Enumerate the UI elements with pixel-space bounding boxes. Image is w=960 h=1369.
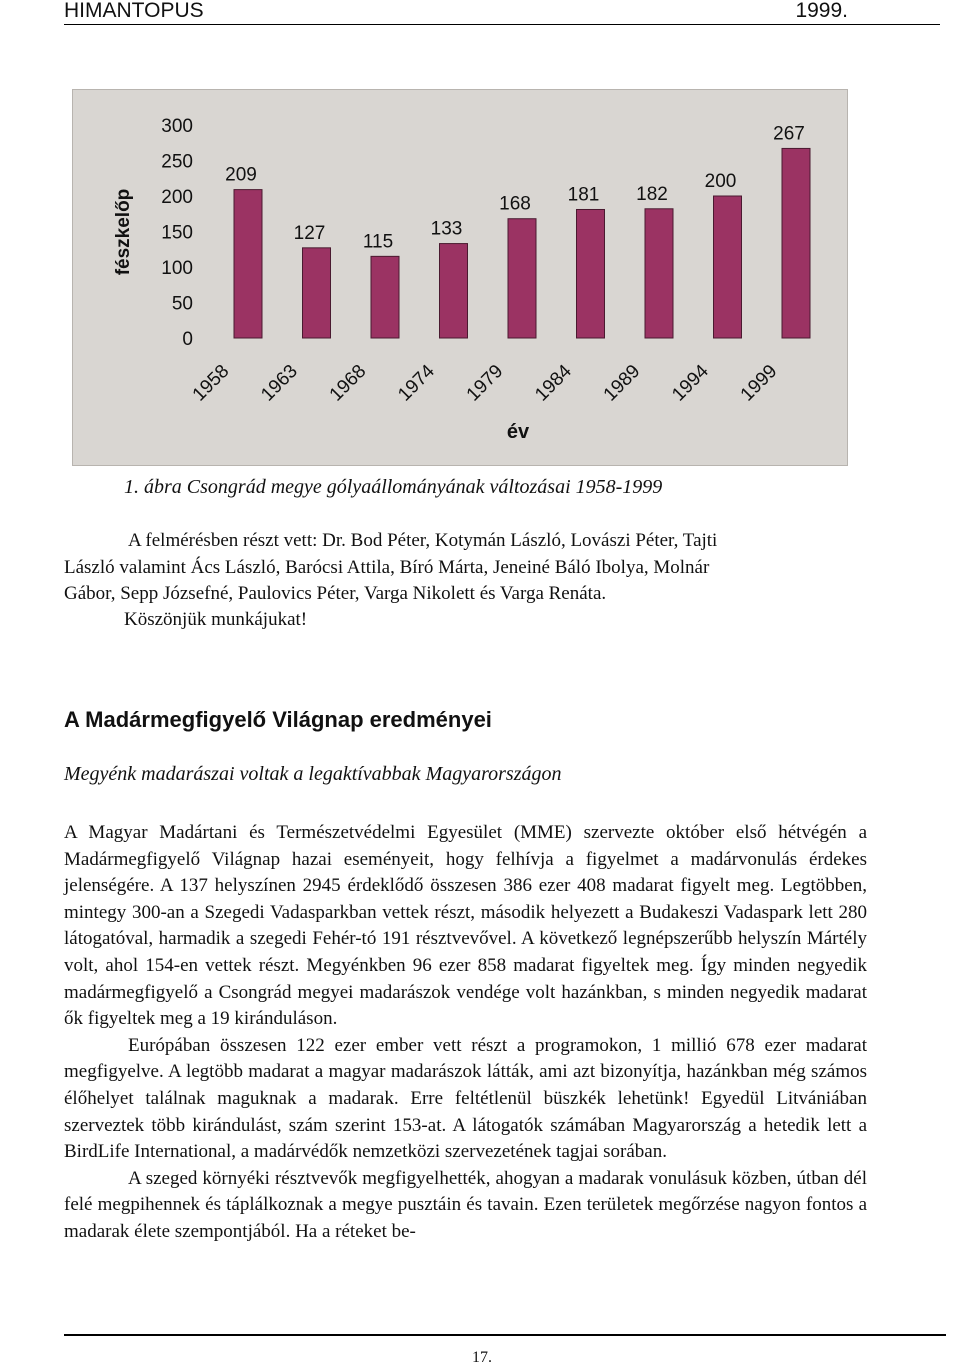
- data-label: 168: [499, 193, 531, 215]
- x-axis-title: év: [506, 421, 530, 443]
- x-tick-label: 1994: [668, 360, 713, 406]
- data-label: 133: [430, 218, 463, 240]
- y-axis-title: fészkelőp: [113, 188, 134, 276]
- x-tick-label: 1958: [188, 360, 234, 406]
- data-label: 181: [567, 184, 600, 206]
- article-paragraph-2: Európában összesen 122 ezer ember vett részt a programokon, 1 millió 678 ezer madarat megfigyelve. A legtöbb madarat a magyar madarászok látták, ami azt bizonyítja, hazánkban még számos élőhelyet találnak maguknak a madarak. Erre feltétlenül büszkék lehetünk! Egyedül Litvániában szerveztek több kirándulást, szám szerint 153-at. A látogatók számában Magyarország a hetedik lett a BirdLife International, a madárvédők nemzetközi szervezetének tagjai sorában.: [64, 1034, 867, 1163]
- data-label: 200: [704, 171, 737, 192]
- x-tick-label: 1968: [325, 360, 371, 406]
- bar: [371, 256, 399, 338]
- x-tick-label: 1989: [599, 360, 645, 406]
- journal-title: HIMANTOPUS: [64, 0, 204, 22]
- article-title: A Madármegfigyelő Világnap eredményei: [64, 707, 492, 732]
- participants-paragraph: [64, 528, 867, 608]
- data-label: 267: [773, 123, 805, 145]
- bar: [234, 190, 262, 338]
- article-paragraph-3: A szeged környéki résztvevők megfigyelhették, ahogyan a madarak vonulásuk közben, útban dél felé megpihennek és táplálkoznak a megye pusztáin és tavain. Ezen területek megőrzése nagyon fontos a madarak élete szempontjából. Ha a réteket be-: [64, 1167, 867, 1242]
- journal-year: 1999.: [795, 0, 848, 22]
- bar: [303, 248, 331, 338]
- participants-line-1: A felmérésben részt vett: Dr. Bod Péter, Kotymán László, Lovászi Péter, Tajti: [128, 530, 718, 551]
- y-tick-label: 150: [161, 222, 193, 244]
- bar: [440, 244, 468, 338]
- x-tick-label: 1974: [394, 360, 439, 406]
- page-number: 17.: [472, 1349, 492, 1366]
- bar: [782, 148, 810, 338]
- data-label: 127: [293, 222, 326, 244]
- bar: [508, 219, 536, 338]
- article-body: [64, 820, 867, 1246]
- y-tick-label: 100: [161, 258, 193, 279]
- y-tick-label: 200: [161, 187, 193, 208]
- y-tick-label: 300: [161, 116, 193, 137]
- y-tick-label: 0: [182, 329, 193, 350]
- x-tick-label: 1984: [531, 360, 576, 406]
- page-header: [64, 0, 940, 25]
- data-label: 209: [225, 164, 257, 186]
- bar: [645, 209, 673, 338]
- data-label: 115: [362, 231, 394, 253]
- x-tick-label: 1999: [736, 360, 782, 406]
- participants-line-3: Gábor, Sepp Józsefné, Paulovics Péter, Varga Nikolett és Varga Renáta.: [64, 583, 607, 605]
- participants-line-2: László valamint Ács László, Barócsi Attila, Bíró Márta, Jeneiné Báló Ibolya, Molnár: [64, 556, 710, 578]
- figure-caption: 1. ábra Csongrád megye gólyaállományának változásai 1958-1999: [124, 476, 663, 498]
- thanks-line: Köszönjük munkájukat!: [124, 609, 308, 630]
- bar: [714, 196, 742, 338]
- y-tick-label: 50: [171, 293, 193, 315]
- chart-canvas: [73, 90, 847, 465]
- article-paragraph-1: A Magyar Madártani és Természetvédelmi Egyesület (MME) szervezte október első hétvégén a Madármegfigyelő Világnap hazai eseményeit, hogy felhívja a figyelmet a madárvonulás érdekes jelenségére. A 137 helyszínen 2945 érdeklődő összesen 386 ezer 408 madarat figyelt meg. Legtöbben, mintegy 300-an a Szegedi Vadasparkban vettek részt, második helyezett a Budakeszi Vadaspark lett 280 látogatóval, harmadik a szegedi Fehér-tó 191 résztvevővel. A következő legnépszerűbb helyszín Mártély volt, ahol 154-en vettek részt. Megyénkben 96 ezer 858 madarat figyeltek meg. Így minden negyedik madármegfigyelő a Csongrád megyei madarászok vendége volt hazánkban, s minden negyedik madarat ők figyeltek meg a 19 kiránduláson.: [64, 822, 867, 1030]
- data-label: 182: [636, 183, 668, 205]
- y-tick-label: 250: [161, 151, 193, 173]
- bar: [577, 209, 605, 338]
- bar-chart: [72, 89, 848, 466]
- x-tick-label: 1979: [462, 360, 508, 406]
- article-subtitle: Megyénk madarászai voltak a legaktívabbak Magyarországon: [64, 763, 562, 785]
- x-tick-label: 1963: [257, 360, 302, 406]
- footer-rule: [64, 1334, 946, 1336]
